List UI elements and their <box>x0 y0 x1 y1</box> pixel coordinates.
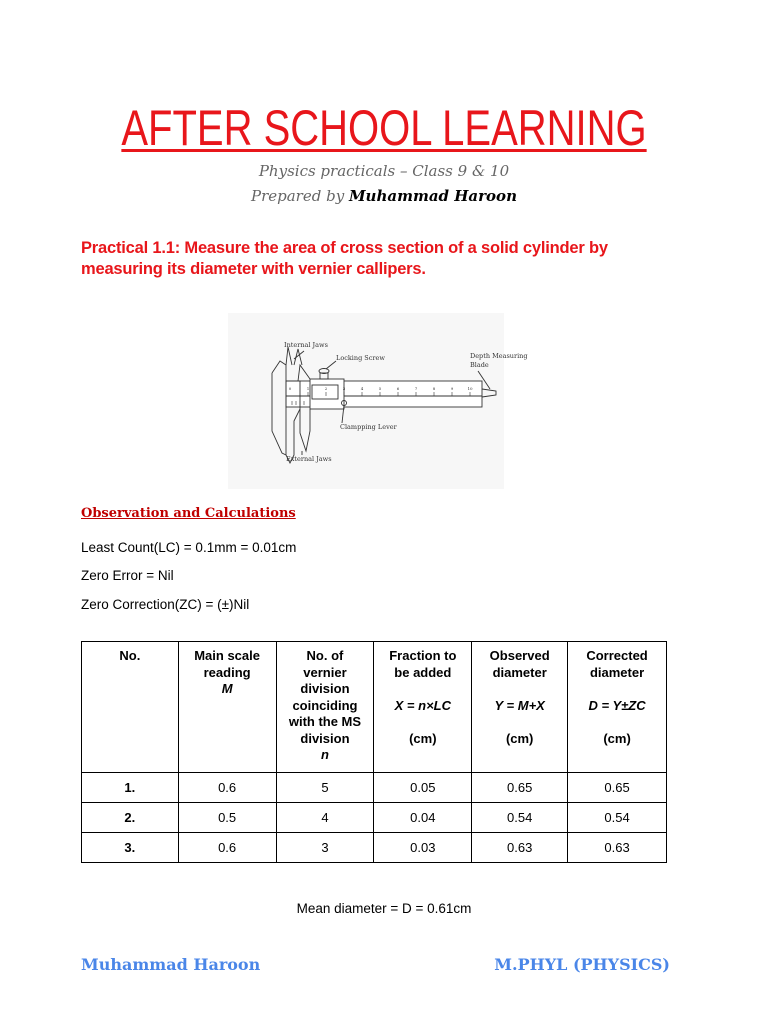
cell-no: 2. <box>82 802 179 832</box>
observation-table <box>81 641 667 863</box>
cell-vernier: 5 <box>276 772 374 802</box>
cell-fraction: 0.03 <box>374 832 472 862</box>
header-main-scale: Main scale reading M <box>178 642 276 773</box>
footer-qualification: M.PHYL (PHYSICS) <box>494 955 670 974</box>
scale-number: 3 <box>342 386 346 391</box>
scale-number: 9 <box>450 386 454 391</box>
scale-number: 2 <box>324 386 328 391</box>
table-row <box>82 772 667 802</box>
scale-number: 10 <box>467 386 473 391</box>
cell-observed: 0.54 <box>472 802 568 832</box>
cell-corrected: 0.54 <box>568 802 667 832</box>
prepared-by: Prepared by Muhammad Haroon <box>251 187 517 205</box>
observations-heading: Observation and Calculations <box>81 506 296 521</box>
table-header-row <box>82 642 667 773</box>
scale-number: 7 <box>414 386 418 391</box>
scale-number: 8 <box>432 386 436 391</box>
cell-vernier: 4 <box>276 802 374 832</box>
cell-main-scale: 0.5 <box>178 802 276 832</box>
label-locking-screw: Locking Screw <box>336 354 385 362</box>
scale-number: 4 <box>360 386 364 391</box>
scale-number: 5 <box>378 386 382 391</box>
header-no: No. <box>82 642 179 773</box>
page-title: AFTER SCHOOL LEARNING <box>121 100 647 156</box>
header-observed: Observed diameter Y = M+X (cm) <box>472 642 568 773</box>
cell-main-scale: 0.6 <box>178 832 276 862</box>
vernier-caliper-diagram <box>228 313 528 489</box>
label-external-jaws: External Jaws <box>286 455 332 463</box>
author-name: Muhammad Haroon <box>348 187 517 205</box>
cell-observed: 0.63 <box>472 832 568 862</box>
cell-corrected: 0.63 <box>568 832 667 862</box>
label-clamping-lever: Clampping Lever <box>340 423 397 431</box>
cell-fraction: 0.05 <box>374 772 472 802</box>
zero-error: Zero Error = Nil <box>81 568 174 583</box>
cell-vernier: 3 <box>276 832 374 862</box>
mean-diameter: Mean diameter = D = 0.61cm <box>296 901 472 916</box>
footer-author: Muhammad Haroon <box>81 955 261 974</box>
header-vernier-division: No. of vernier division coinciding with the MS division n <box>276 642 374 773</box>
table-row <box>82 802 667 832</box>
scale-number: 1 <box>306 386 310 391</box>
header-corrected: Corrected diameter D = Y±ZC (cm) <box>568 642 667 773</box>
table-row <box>82 832 667 862</box>
subtitle: Physics practicals – Class 9 & 10 <box>258 162 510 180</box>
cell-fraction: 0.04 <box>374 802 472 832</box>
zero-correction: Zero Correction(ZC) = (±)Nil <box>81 597 250 612</box>
header-fraction: Fraction to be added X = n×LC (cm) <box>374 642 472 773</box>
least-count: Least Count(LC) = 0.1mm = 0.01cm <box>81 540 297 555</box>
label-depth-blade-2: Blade <box>470 361 489 369</box>
label-internal-jaws: Internal Jaws <box>284 341 328 349</box>
cell-corrected: 0.65 <box>568 772 667 802</box>
label-depth-blade: Depth Measuring <box>470 352 528 360</box>
cell-main-scale: 0.6 <box>178 772 276 802</box>
scale-number: 6 <box>396 386 400 391</box>
cell-observed: 0.65 <box>472 772 568 802</box>
cell-no: 3. <box>82 832 179 862</box>
scale-number: 0 <box>288 386 292 391</box>
cell-no: 1. <box>82 772 179 802</box>
practical-heading: Practical 1.1: Measure the area of cross section of a solid cylinder by measuring its diameter with vernier callipers. <box>81 239 608 278</box>
